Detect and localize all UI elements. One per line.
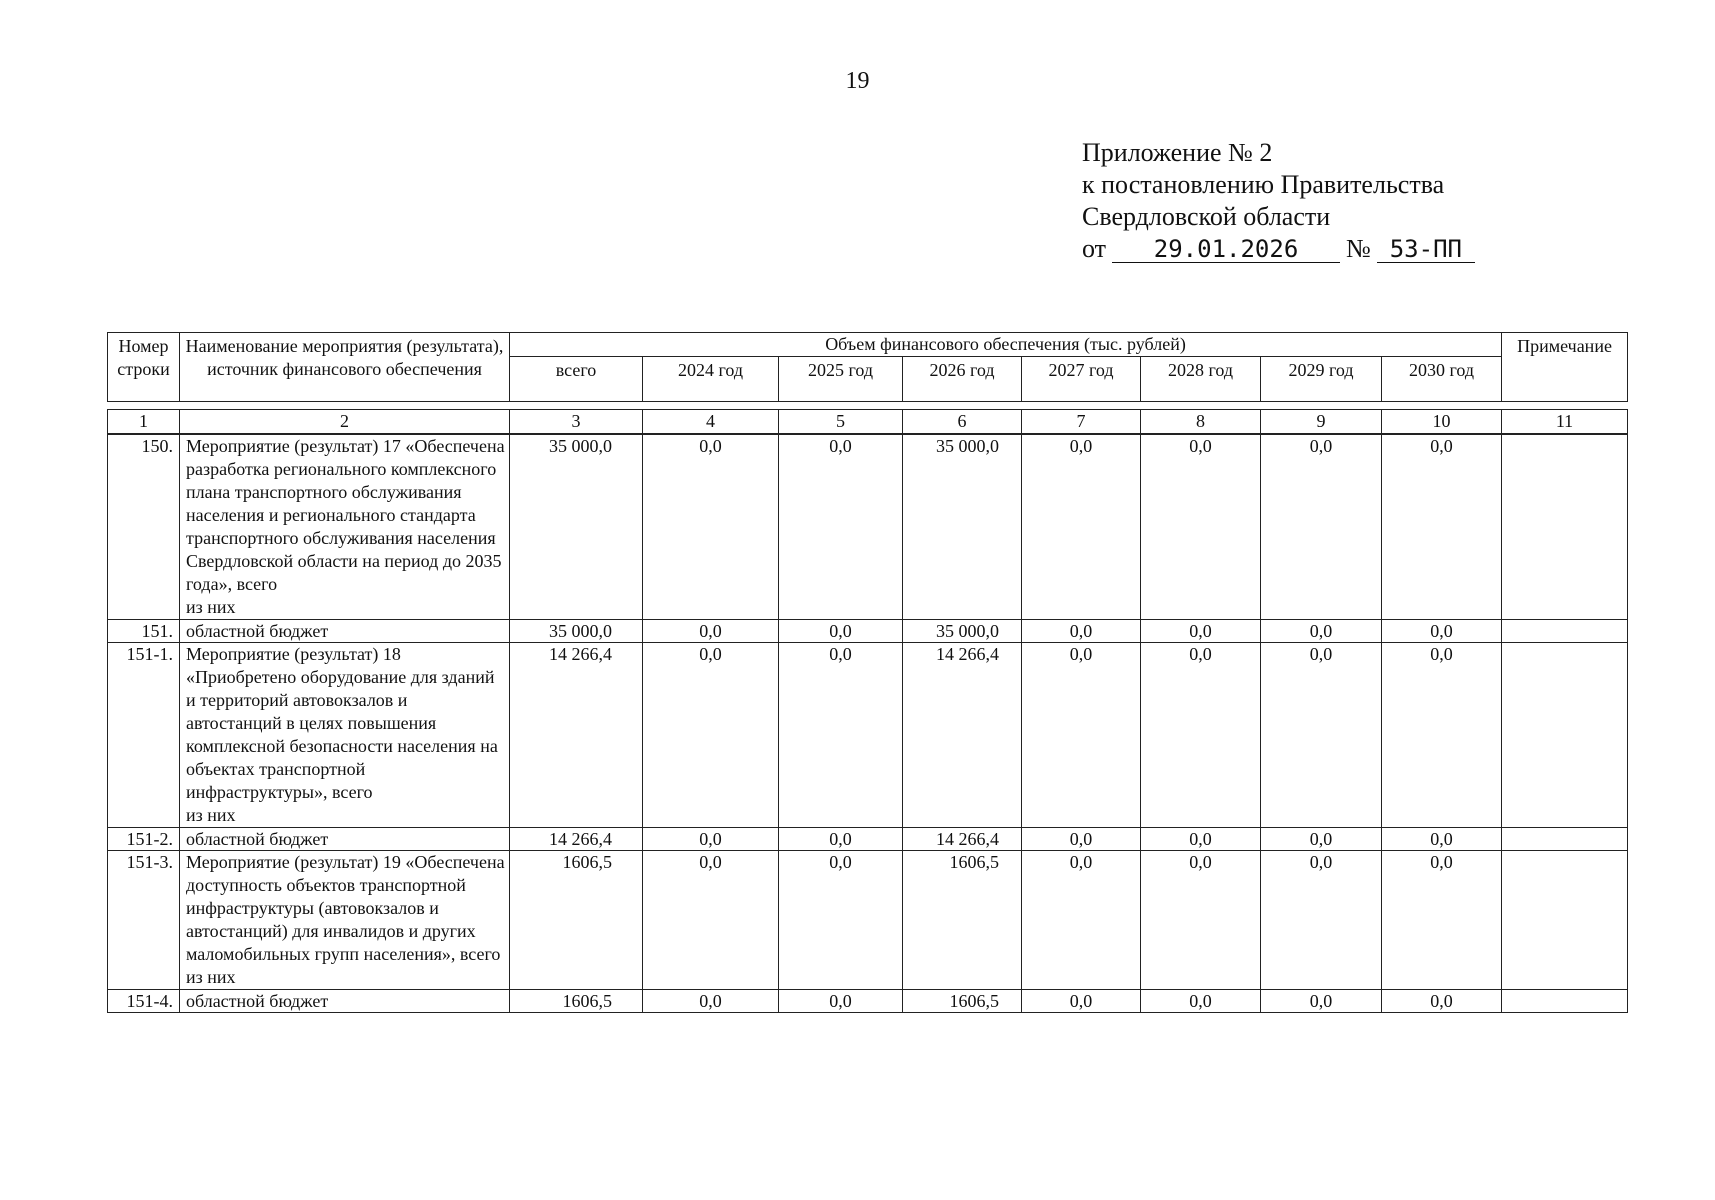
cell-2029: 0,0 (1261, 990, 1382, 1013)
cell-total: 14 266,4 (510, 643, 643, 828)
cell-2024: 0,0 (643, 851, 779, 990)
appendix-region-line: Свердловской области (1082, 202, 1331, 231)
header-2025: 2025 год (779, 357, 903, 402)
cell-2028: 0,0 (1141, 851, 1261, 990)
row-name-sub: из них (186, 805, 236, 825)
header-total: всего (510, 357, 643, 402)
header-funding-group: Объем финансового обеспечения (тыс. рублей) (510, 333, 1502, 357)
cell-2029: 0,0 (1261, 435, 1382, 620)
table-row (108, 851, 1628, 990)
cell-2024: 0,0 (643, 990, 779, 1013)
cell-2030: 0,0 (1382, 643, 1502, 828)
cell-note (1502, 435, 1628, 620)
cell-2027: 0,0 (1022, 435, 1141, 620)
cell-2025: 0,0 (779, 643, 903, 828)
row-name (180, 435, 510, 620)
cell-2027: 0,0 (1022, 828, 1141, 851)
column-number: 6 (903, 410, 1022, 434)
row-number: 151-1. (108, 643, 180, 828)
row-number: 151-3. (108, 851, 180, 990)
row-name-text: Мероприятие (результат) 18 «Приобретено оборудование для зданий и территорий автовокзалов и автостанций в целях повышения комплексной безопасности населения на объектах транспортной инфраструктуры», всего (186, 644, 498, 802)
header-note: Примечание (1502, 333, 1628, 402)
cell-note (1502, 620, 1628, 643)
cell-2028: 0,0 (1141, 620, 1261, 643)
row-number: 150. (108, 435, 180, 620)
row-name-sub: из них (186, 597, 236, 617)
column-number: 8 (1141, 410, 1261, 434)
cell-2028: 0,0 (1141, 828, 1261, 851)
cell-total: 35 000,0 (510, 620, 643, 643)
header-name: Наименование мероприятия (результата), источник финансового обеспечения (180, 333, 510, 402)
cell-note (1502, 828, 1628, 851)
cell-note (1502, 643, 1628, 828)
row-name: областной бюджет (180, 620, 510, 643)
column-number: 11 (1502, 410, 1628, 434)
cell-note (1502, 851, 1628, 990)
cell-total: 35 000,0 (510, 435, 643, 620)
cell-2024: 0,0 (643, 643, 779, 828)
appendix-title: Приложение № 2 (1082, 138, 1273, 167)
cell-2025: 0,0 (779, 435, 903, 620)
row-name-text: Мероприятие (результат) 17 «Обеспечена разработка регионального комплексного плана транспортного обслуживания населения и регионального стандарта транспортного обслуживания населения Свердловской области на период до 2035 года», всего (186, 436, 505, 594)
table-row (108, 828, 1628, 851)
funding-table-body (107, 434, 1628, 1013)
cell-2025: 0,0 (779, 990, 903, 1013)
appendix-block (1082, 137, 1475, 265)
header-2026: 2026 год (903, 357, 1022, 402)
cell-2030: 0,0 (1382, 828, 1502, 851)
table-row (108, 620, 1628, 643)
row-number: 151-2. (108, 828, 180, 851)
column-numbers-row (107, 409, 1628, 434)
cell-2025: 0,0 (779, 620, 903, 643)
cell-2029: 0,0 (1261, 620, 1382, 643)
decree-date-number-line (1082, 233, 1475, 265)
header-2028: 2028 год (1141, 357, 1261, 402)
cell-2026: 35 000,0 (903, 435, 1022, 620)
cell-2026: 1606,5 (903, 990, 1022, 1013)
cell-2024: 0,0 (643, 620, 779, 643)
column-number: 7 (1022, 410, 1141, 434)
cell-2029: 0,0 (1261, 643, 1382, 828)
cell-2026: 35 000,0 (903, 620, 1022, 643)
table-row (108, 990, 1628, 1013)
cell-2030: 0,0 (1382, 851, 1502, 990)
row-number: 151-4. (108, 990, 180, 1013)
column-number: 1 (108, 410, 180, 434)
cell-2028: 0,0 (1141, 643, 1261, 828)
cell-total: 1606,5 (510, 990, 643, 1013)
cell-2030: 0,0 (1382, 435, 1502, 620)
decree-number: 53-ПП (1377, 236, 1475, 263)
column-number: 10 (1382, 410, 1502, 434)
row-name-text: Мероприятие (результат) 19 «Обеспечена доступность объектов транспортной инфраструктуры (автовокзалов и автостанций) для инвалидов и других маломобильных групп населения», всего (186, 852, 505, 964)
row-number: 151. (108, 620, 180, 643)
table-row (108, 643, 1628, 828)
column-number: 5 (779, 410, 903, 434)
cell-total: 14 266,4 (510, 828, 643, 851)
cell-2030: 0,0 (1382, 990, 1502, 1013)
column-number: 9 (1261, 410, 1382, 434)
row-name: областной бюджет (180, 828, 510, 851)
header-2024: 2024 год (643, 357, 779, 402)
cell-2028: 0,0 (1141, 990, 1261, 1013)
column-number: 3 (510, 410, 643, 434)
cell-2026: 14 266,4 (903, 643, 1022, 828)
cell-2024: 0,0 (643, 828, 779, 851)
number-label: № (1346, 234, 1371, 263)
row-name-sub: из них (186, 967, 236, 987)
cell-2025: 0,0 (779, 851, 903, 990)
cell-2027: 0,0 (1022, 643, 1141, 828)
cell-2029: 0,0 (1261, 828, 1382, 851)
column-number: 2 (180, 410, 510, 434)
header-2027: 2027 год (1022, 357, 1141, 402)
table-header (107, 332, 1628, 402)
cell-2029: 0,0 (1261, 851, 1382, 990)
decree-date: 29.01.2026 (1112, 236, 1340, 263)
header-2029: 2029 год (1261, 357, 1382, 402)
cell-2027: 0,0 (1022, 851, 1141, 990)
header-row-number: Номер строки (108, 333, 180, 402)
cell-total: 1606,5 (510, 851, 643, 990)
table-row (108, 435, 1628, 620)
cell-2027: 0,0 (1022, 990, 1141, 1013)
cell-2025: 0,0 (779, 828, 903, 851)
cell-2027: 0,0 (1022, 620, 1141, 643)
header-2030: 2030 год (1382, 357, 1502, 402)
row-name (180, 643, 510, 828)
cell-2026: 14 266,4 (903, 828, 1022, 851)
cell-2026: 1606,5 (903, 851, 1022, 990)
cell-2030: 0,0 (1382, 620, 1502, 643)
cell-2024: 0,0 (643, 435, 779, 620)
row-name: областной бюджет (180, 990, 510, 1013)
page-number: 19 (845, 68, 870, 94)
from-label: от (1082, 234, 1107, 263)
cell-2028: 0,0 (1141, 435, 1261, 620)
appendix-decree-line: к постановлению Правительства (1082, 170, 1445, 199)
column-number: 4 (643, 410, 779, 434)
row-name (180, 851, 510, 990)
cell-note (1502, 990, 1628, 1013)
